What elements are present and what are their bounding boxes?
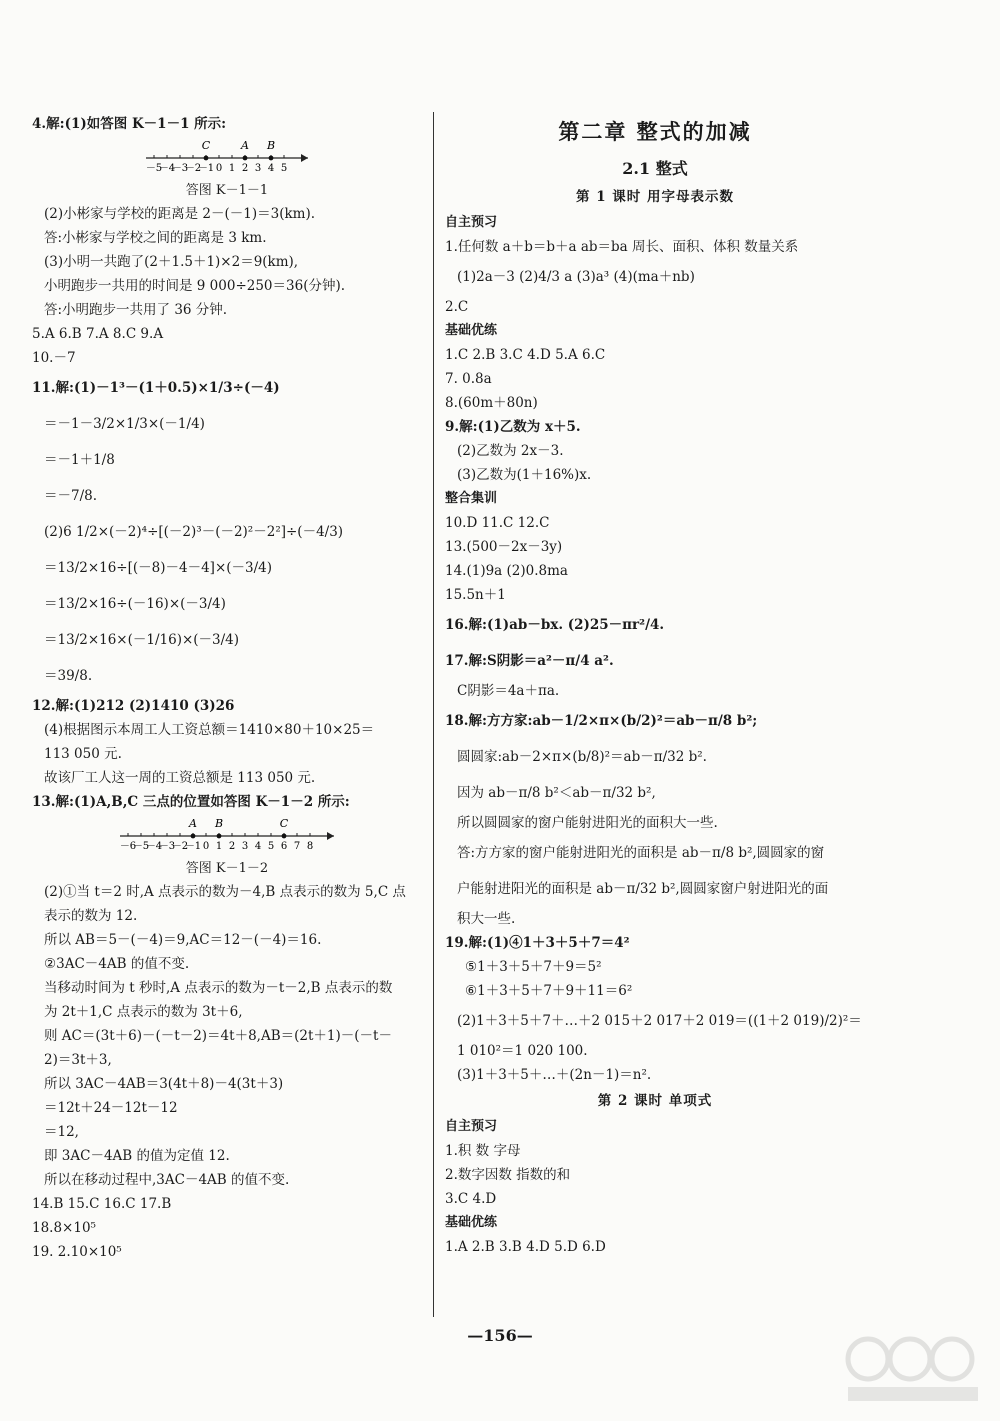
answer-line: 为 2t＋1,C 点表示的数为 3t＋6, [44, 1004, 243, 1020]
right-column [445, 112, 865, 1259]
answer-line: 1.任何数 a＋b＝b＋a ab＝ba 周长、面积、体积 数量关系 [445, 239, 799, 255]
answer-line: (4)根据图示本周工人工资总额＝1410×80＋10×25＝ [44, 722, 375, 738]
answer-line: 17.解:S阴影＝a²－π/4 a². [445, 653, 614, 669]
number-line-arrow [301, 154, 308, 162]
number-line-point-label: A [241, 139, 249, 152]
answer-line: 1.A 2.B 3.B 4.D 5.D 6.D [445, 1239, 606, 1255]
answer-line: 18.8×10⁵ [32, 1220, 96, 1236]
number-line-point [243, 156, 248, 161]
number-line-tick-label: 0 [215, 163, 223, 174]
answer-line: 9.解:(1)乙数为 x＋5. [445, 419, 581, 435]
answer-line: ＝13/2×16×(－1/16)×(－3/4) [44, 632, 240, 648]
answer-line: 10.－7 [32, 350, 76, 366]
answer-line: ＝12, [44, 1124, 79, 1140]
page-number: —156— [467, 1326, 533, 1345]
number-line-tick-label: －4 [158, 163, 176, 174]
answer-line: 故该厂工人这一周的工资总额是 113 050 元. [44, 770, 316, 786]
answer-line: 3.C 4.D [445, 1191, 497, 1207]
answer-line: 2.C [445, 299, 469, 315]
number-line-point [282, 834, 287, 839]
number-line-tick-label: 8 [306, 841, 314, 852]
number-line-point-label: B [214, 817, 224, 830]
number-line-tick-label: 5 [267, 841, 275, 852]
number-line-point [191, 834, 196, 839]
answer-line: ⑥1＋3＋5＋7＋9＋11＝6² [465, 983, 633, 999]
number-line-point [204, 156, 209, 161]
answer-line: C阴影＝4a＋πa. [457, 683, 560, 699]
number-line-arrow [327, 832, 334, 840]
answer-line: 答:小彬家与学校之间的距离是 3 km. [44, 230, 267, 246]
number-line-tick-label: －3 [158, 841, 176, 852]
watermark-logo-icon [838, 1329, 988, 1409]
answer-line: 5.A 6.B 7.A 8.C 9.A [32, 326, 164, 342]
answer-line: (2)1＋3＋5＋7＋…＋2 015＋2 017＋2 019＝((1＋2 019)/2)²＝ [457, 1013, 862, 1029]
subsection-heading: 基础优练 [445, 323, 498, 338]
answer-line: 当移动时间为 t 秒时,A 点表示的数为－t－2,B 点表示的数 [44, 980, 393, 996]
answer-line: 所以在移动过程中,3AC－4AB 的值不变. [44, 1172, 290, 1188]
answer-line: 2)＝3t＋3, [44, 1052, 112, 1068]
answer-line: 16.解:(1)ab－bx. (2)25－πr²/4. [445, 617, 665, 633]
answer-line: 14.(1)9a (2)0.8ma [445, 563, 568, 579]
number-line-tick-label: 6 [280, 841, 288, 852]
answer-line: ＝39/8. [44, 668, 93, 684]
answer-line: 所以 3AC－4AB＝3(4t＋8)－4(3t＋3) [44, 1076, 284, 1092]
answer-line: 1.积 数 字母 [445, 1143, 521, 1159]
number-line-tick-label: －5 [145, 163, 163, 174]
answer-line: 18.解:方方家:ab－1/2×π×(b/2)²＝ab－π/8 b²; [445, 713, 758, 729]
answer-line: 答:方方家的窗户能射进阳光的面积是 ab－π/8 b²,圆圆家的窗 [457, 845, 825, 861]
answer-line: (3)乙数为(1＋16%)x. [457, 467, 592, 483]
number-line-point-label: A [189, 817, 197, 830]
number-line-tick-label: 2 [241, 163, 249, 174]
answer-line: (1)2a－3 (2)4/3 a (3)a³ (4)(ma＋nb) [457, 269, 695, 285]
number-line-tick-label: －1 [184, 841, 202, 852]
number-line-point-label: C [279, 817, 289, 830]
answer-line: 因为 ab－π/8 b²＜ab－π/32 b², [457, 785, 656, 801]
answer-line: (2)小彬家与学校的距离是 2－(－1)＝3(km). [44, 206, 316, 222]
answer-line: 12.解:(1)212 (2)1410 (3)26 [32, 698, 235, 714]
figure-caption: 答图 K－1－2 [185, 861, 269, 876]
number-line-tick-label: 1 [215, 841, 223, 852]
number-line-tick-label: 5 [280, 163, 288, 174]
number-line-point [269, 156, 274, 161]
answer-line: 15.5n＋1 [445, 587, 506, 603]
answer-line: (2)①当 t＝2 时,A 点表示的数为－4,B 点表示的数为 5,C 点 [44, 884, 406, 900]
answer-line: (2)乙数为 2x－3. [457, 443, 564, 459]
answer-line: 答:小明跑步一共用了 36 分钟. [44, 302, 228, 318]
lesson-title: 第 1 课时 用字母表示数 [576, 189, 734, 205]
number-line [144, 136, 310, 180]
number-line-tick-label: －2 [184, 163, 202, 174]
answer-line: 7. 0.8a [445, 371, 492, 387]
subsection-heading: 自主预习 [445, 215, 498, 230]
answer-line: 1 010²＝1 020 100. [457, 1043, 588, 1059]
number-line-tick-label: －5 [132, 841, 150, 852]
number-line-tick-label: 4 [267, 163, 275, 174]
answer-line: ＝13/2×16÷(－16)×(－3/4) [44, 596, 226, 612]
answer-line: 所以 AB＝5－(－4)＝9,AC＝12－(－4)＝16. [44, 932, 322, 948]
answer-line: 圆圆家:ab－2×π×(b/8)²＝ab－π/32 b². [457, 749, 707, 765]
answer-line: (3)1＋3＋5＋…＋(2n－1)＝n². [457, 1067, 652, 1083]
number-line-point [217, 834, 222, 839]
number-line [118, 814, 336, 858]
answer-line: 19.解:(1)④1＋3＋5＋7＝4² [445, 935, 630, 951]
section-title: 2.1 整式 [622, 159, 688, 178]
number-line-figure [32, 814, 422, 858]
answer-line: 小明跑步一共用的时间是 9 000÷250＝36(分钟). [44, 278, 346, 294]
number-line-tick-label: －1 [197, 163, 215, 174]
number-line-tick-label: －4 [145, 841, 163, 852]
answer-line: ＝12t＋24－12t－12 [44, 1100, 178, 1116]
number-line-tick-label: 3 [254, 163, 262, 174]
subsection-heading: 整合集训 [445, 491, 498, 506]
figure-caption: 答图 K－1－1 [185, 183, 269, 198]
number-line-tick-label: 7 [293, 841, 301, 852]
number-line-tick-label: 3 [241, 841, 249, 852]
answer-line: 19. 2.10×10⁵ [32, 1244, 122, 1260]
answer-line: 10.D 11.C 12.C [445, 515, 550, 531]
answer-line: 13.(500－2x－3y) [445, 539, 563, 555]
lesson-title: 第 2 课时 单项式 [597, 1093, 713, 1109]
left-column [32, 112, 422, 1264]
answer-line: ⑤1＋3＋5＋7＋9＝5² [465, 959, 602, 975]
answer-line: 户能射进阳光的面积是 ab－π/32 b²,圆圆家窗户射进阳光的面 [457, 881, 829, 897]
answer-line: 则 AC＝(3t＋6)－(－t－2)＝4t＋8,AB＝(2t＋1)－(－t－ [44, 1028, 392, 1044]
answer-line: ＝－1－3/2×1/3×(－1/4) [44, 416, 205, 432]
answer-line: ＝－7/8. [44, 488, 98, 504]
answer-line: 113 050 元. [44, 746, 122, 762]
number-line-tick-label: 1 [228, 163, 236, 174]
answer-line: 13.解:(1)A,B,C 三点的位置如答图 K－1－2 所示: [32, 794, 350, 810]
number-line-point-label: C [201, 139, 211, 152]
column-divider [433, 112, 434, 1317]
answer-line: ＝－1＋1/8 [44, 452, 115, 468]
answer-line: 2.数字因数 指数的和 [445, 1167, 571, 1183]
answer-line: 表示的数为 12. [44, 908, 138, 924]
subsection-heading: 基础优练 [445, 1215, 498, 1230]
answer-line: ②3AC－4AB 的值不变. [44, 956, 190, 972]
answer-line: 1.C 2.B 3.C 4.D 5.A 6.C [445, 347, 606, 363]
number-line-figure [32, 136, 422, 180]
answer-line: ＝13/2×16÷[(－8)－4－4]×(－3/4) [44, 560, 273, 576]
number-line-tick-label: －2 [171, 841, 189, 852]
number-line-tick-label: 0 [202, 841, 210, 852]
answer-line: 11.解:(1)－1³－(1＋0.5)×1/3÷(－4) [32, 380, 280, 396]
answer-line: 即 3AC－4AB 的值为定值 12. [44, 1148, 230, 1164]
answer-line: 4.解:(1)如答图 K－1－1 所示: [32, 116, 227, 132]
number-line-point-label: B [266, 139, 276, 152]
number-line-tick-label: 2 [228, 841, 236, 852]
answer-line: 14.B 15.C 16.C 17.B [32, 1196, 172, 1212]
answer-line: (2)6 1/2×(－2)⁴÷[(－2)³－(－2)²－2²]÷(－4/3) [44, 524, 344, 540]
answer-line: (3)小明一共跑了(2＋1.5＋1)×2＝9(km), [44, 254, 299, 270]
number-line-tick-label: －3 [171, 163, 189, 174]
answer-line: 8.(60m＋80n) [445, 395, 538, 411]
answer-line: 所以圆圆家的窗户能射进阳光的面积大一些. [457, 815, 718, 831]
answer-line: 积大一些. [457, 911, 516, 927]
number-line-tick-label: 4 [254, 841, 262, 852]
subsection-heading: 自主预习 [445, 1119, 498, 1134]
chapter-title: 第二章 整式的加减 [558, 119, 752, 144]
number-line-tick-label: －6 [119, 841, 137, 852]
